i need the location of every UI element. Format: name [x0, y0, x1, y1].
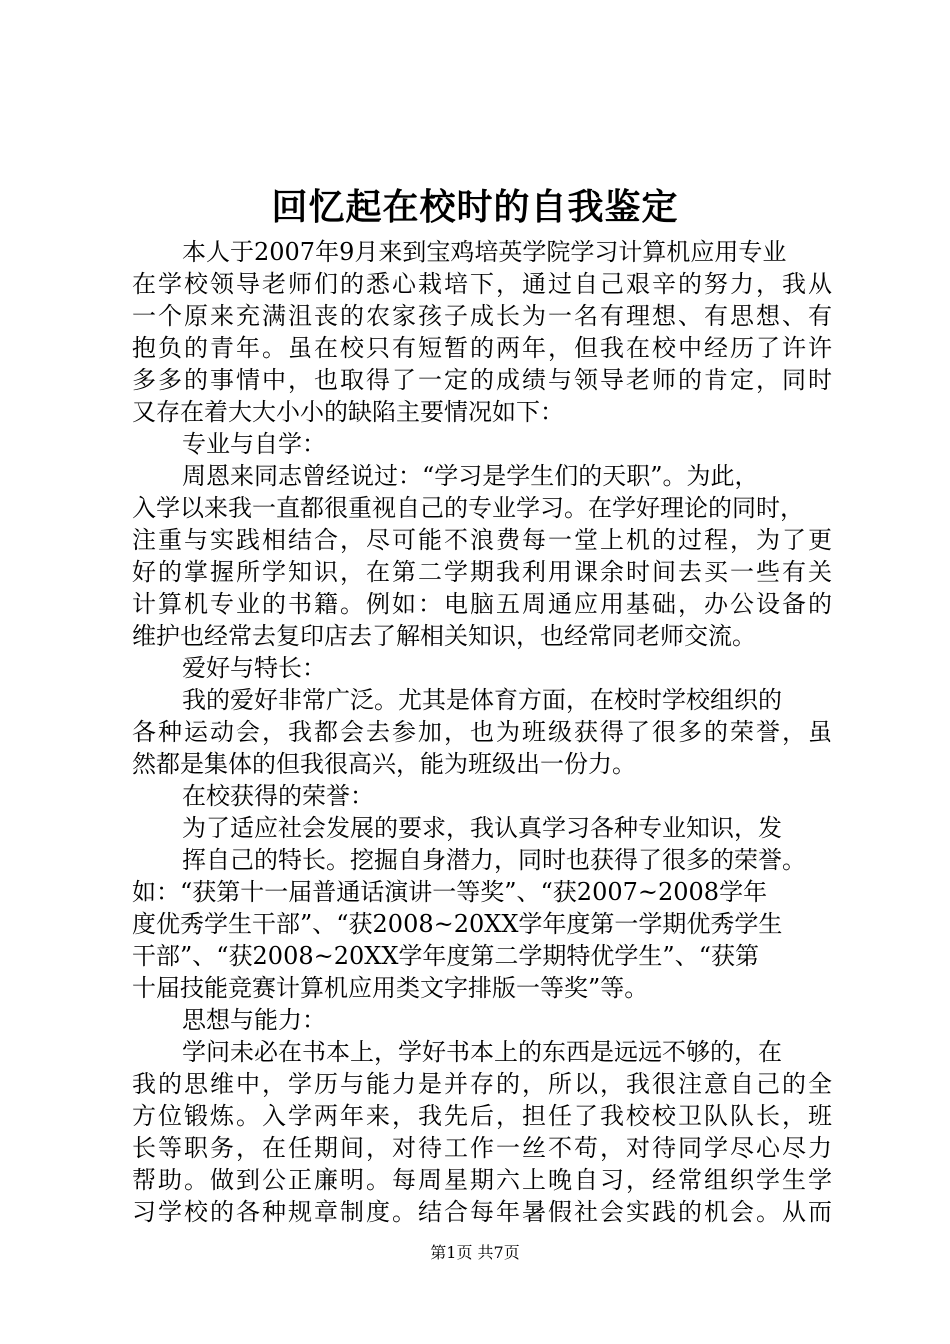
- paragraph-line: 各种运动会，我都会去参加，也为班级获得了很多的荣誉，虽: [132, 718, 832, 746]
- paragraph-line: 计算机专业的书籍。例如：电脑五周通应用基础，办公设备的: [132, 590, 832, 618]
- paragraph-line: 然都是集体的但我很高兴，能为班级出一份力。: [132, 750, 636, 778]
- paragraph-line: 我的爱好非常广泛。尤其是体育方面，在校时学校组织的: [182, 686, 782, 714]
- paragraph-line: 方位锻炼。入学两年来，我先后，担任了我校校卫队队长，班: [132, 1102, 832, 1130]
- page-number-footer: 第1页 共7页: [430, 1243, 520, 1262]
- document-title: 回忆起在校时的自我鉴定: [271, 186, 679, 228]
- paragraph-line: 在学校领导老师们的悉心栽培下，通过自己艰辛的努力，我从: [132, 270, 832, 298]
- paragraph-line: 学问未必在书本上，学好书本上的东西是远远不够的，在: [182, 1038, 782, 1066]
- paragraph-line: 又存在着大大小小的缺陷主要情况如下：: [132, 398, 564, 426]
- section-heading: 专业与自学：: [182, 430, 326, 458]
- paragraph-line: 多多的事情中，也取得了一定的成绩与领导老师的肯定，同时: [132, 366, 832, 394]
- paragraph-line: 如：“获第十一届普通话演讲一等奖”、“获2007~2008学年: [132, 878, 768, 906]
- paragraph-line: 挥自己的特长。挖掘自身潜力，同时也获得了很多的荣誉。: [182, 846, 806, 874]
- paragraph-line: 十届技能竞赛计算机应用类文字排版一等奖”等。: [132, 974, 649, 1002]
- paragraph-line: 度优秀学生干部”、“获2008~20XX学年度第一学期优秀学生: [132, 910, 783, 938]
- document-body: [132, 236, 832, 1228]
- paragraph-line: 周恩来同志曾经说过：“学习是学生们的天职”。为此，: [182, 462, 759, 490]
- paragraph-line: 注重与实践相结合，尽可能不浪费每一堂上机的过程，为了更: [132, 526, 832, 554]
- paragraph-line: 好的掌握所学知识，在第二学期我利用课余时间去买一些有关: [132, 558, 832, 586]
- paragraph-line: 习学校的各种规章制度。结合每年暑假社会实践的机会。从而: [132, 1198, 832, 1226]
- section-heading: 在校获得的荣誉：: [182, 782, 374, 810]
- section-heading: 思想与能力：: [182, 1006, 326, 1034]
- paragraph-line: 维护也经常去复印店去了解相关知识，也经常同老师交流。: [132, 622, 756, 650]
- paragraph-line: 帮助。做到公正廉明。每周星期六上晚自习，经常组织学生学: [132, 1166, 832, 1194]
- paragraph-line: 入学以来我一直都很重视自己的专业学习。在学好理论的同时，: [132, 494, 804, 522]
- paragraph-line: 长等职务，在任期间，对待工作一丝不苟，对待同学尽心尽力: [132, 1134, 832, 1162]
- paragraph-line: 本人于2007年9月来到宝鸡培英学院学习计算机应用专业: [182, 238, 787, 266]
- paragraph-line: 为了适应社会发展的要求，我认真学习各种专业知识，发: [182, 814, 782, 842]
- paragraph-line: 我的思维中，学历与能力是并存的，所以，我很注意自己的全: [132, 1070, 832, 1098]
- paragraph-line: 一个原来充满沮丧的农家孩子成长为一名有理想、有思想、有: [132, 302, 832, 330]
- section-heading: 爱好与特长：: [182, 654, 326, 682]
- paragraph-line: 抱负的青年。虽在校只有短暂的两年，但我在校中经历了许许: [132, 334, 832, 362]
- paragraph-line: 干部”、“获2008~20XX学年度第二学期特优学生”、“获第: [132, 942, 759, 970]
